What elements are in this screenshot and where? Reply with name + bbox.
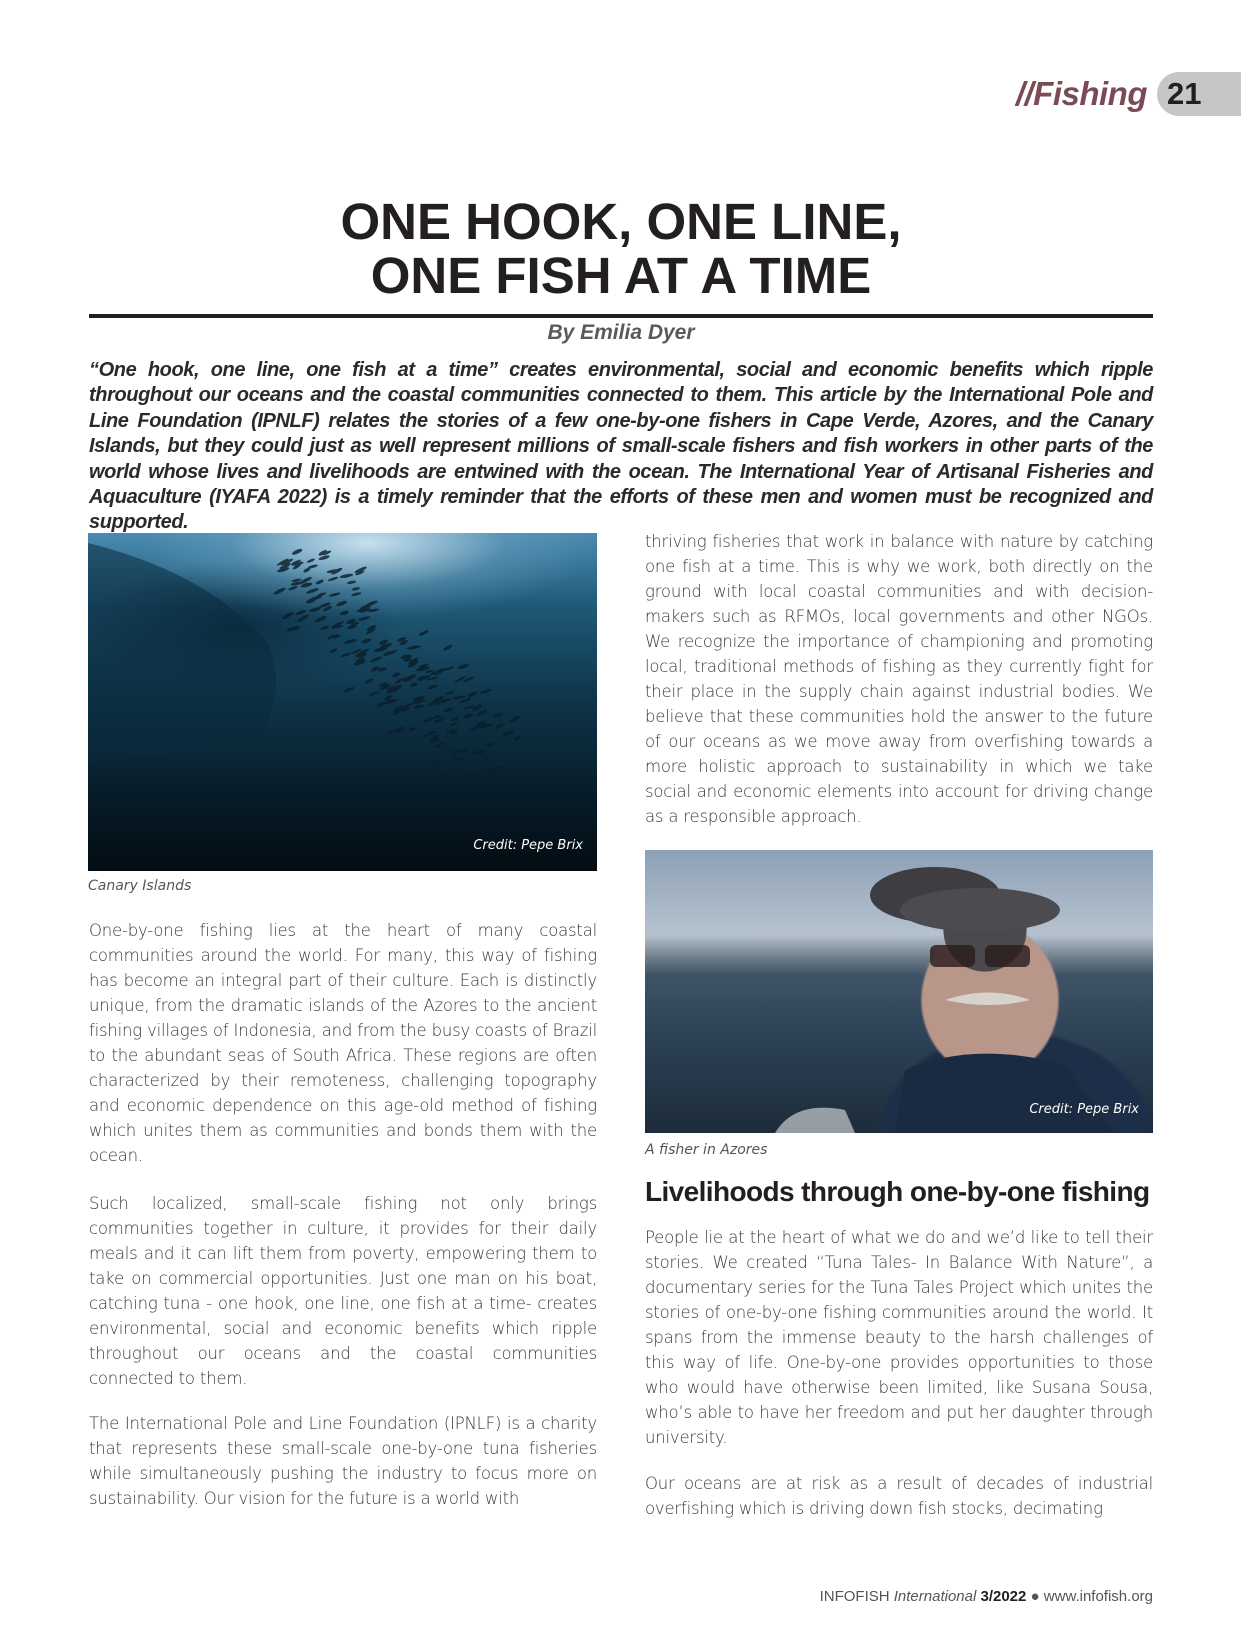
fish-mark	[472, 703, 484, 712]
fish-mark	[306, 587, 320, 595]
article-title	[90, 195, 1152, 303]
fish-mark	[408, 727, 417, 733]
page-number-tab	[1157, 72, 1241, 116]
fish-mark	[494, 722, 505, 730]
fish-mark	[340, 652, 351, 658]
fish-mark	[340, 573, 354, 579]
section-header	[1016, 70, 1241, 118]
fish-mark	[465, 771, 479, 777]
fish-school-illustration	[88, 533, 597, 871]
fish-mark	[391, 671, 400, 678]
page-footer	[820, 1588, 1153, 1605]
fish-mark	[455, 776, 467, 785]
title-line-1: ONE HOOK, ONE LINE,	[340, 193, 902, 250]
section-name: //Fishing	[1015, 75, 1147, 112]
fish-mark	[483, 768, 494, 773]
fish-mark	[458, 747, 469, 753]
fish-mark	[449, 721, 459, 727]
photo-credit-1: Credit: Pepe Brix	[473, 838, 583, 853]
fish-mark	[432, 759, 444, 764]
fish-mark	[358, 615, 371, 621]
fish-mark	[444, 665, 454, 671]
fish-mark	[410, 682, 419, 688]
fish-mark	[320, 625, 330, 631]
fish-mark	[454, 675, 467, 684]
fish-mark	[455, 757, 464, 762]
fisher-portrait-illustration	[645, 850, 1153, 1133]
fish-mark	[329, 592, 341, 598]
fish-mark	[351, 587, 360, 592]
fish-mark	[296, 613, 309, 623]
fish-mark	[368, 690, 381, 698]
title-line-2: ONE FISH AT A TIME	[370, 247, 872, 304]
fish-mark	[315, 579, 324, 586]
fish-mark	[441, 777, 450, 784]
fish-mark	[457, 663, 469, 670]
fish-mark	[347, 580, 357, 585]
fish-mark	[504, 784, 514, 790]
footer-magazine-suffix: International	[893, 1588, 977, 1605]
fish-mark	[290, 581, 302, 586]
byline: By Emilia Dyer	[547, 321, 695, 344]
right-paragraph-1: thriving fisheries that work in balance with nature by catching one fish at a time. This is why we work, both directly on the ground with local coastal communities and with decision-makers such as RFMOs, local governments and other NGOs. We recognize the importance of championing and promoting local, traditional methods of fishing as they currently fight for their place in the supply chain against industrial bodies. We believe that these communities hold the answer to the future of our oceans as we move away from overfishing towards a more holistic approach to sustainability in which we take social and economic elements into account for driving change as a responsible approach.	[645, 532, 1153, 826]
fish-mark	[471, 750, 485, 756]
fish-mark	[418, 629, 429, 637]
fish-mark	[295, 609, 307, 616]
fish-mark	[351, 592, 362, 597]
photo-credit-2: Credit: Pepe Brix	[1029, 1102, 1139, 1117]
fish-mark	[332, 634, 341, 639]
caption-azores-fisher: A fisher in Azores	[645, 1142, 768, 1158]
fish-mark	[288, 585, 298, 591]
fish-mark	[344, 638, 357, 645]
fish-mark	[443, 644, 453, 652]
fish-mark	[327, 576, 338, 582]
fish-mark	[273, 586, 286, 595]
right-paragraph-2: People lie at the heart of what we do and we’d like to tell their stories. We created “Tuna Tales- In Balance With Nature”, a documentary series for the Tuna Tales Project which unites the stories of one-by-one fishing communities around the world. It spans from the immense beauty to the harsh challenges of this way of life. One-by-one provides opportunities to those who would have otherwise been limited, like Susana Sousa, who’s able to have her freedom and put her daughter through university.	[645, 1228, 1153, 1447]
fish-mark	[451, 716, 460, 722]
fish-mark	[493, 712, 504, 718]
title-divider	[89, 314, 1153, 318]
fish-mark	[365, 600, 379, 608]
fish-mark	[423, 716, 434, 723]
fish-mark	[329, 647, 338, 653]
fish-mark	[427, 684, 438, 690]
fish-mark	[291, 548, 303, 556]
fish-mark	[364, 678, 374, 685]
fish-mark	[306, 558, 315, 564]
fish-mark	[508, 715, 521, 724]
fish-mark	[479, 688, 492, 695]
footer-website: www.infofish.org	[1043, 1588, 1153, 1605]
fish-mark	[343, 686, 355, 693]
page-number: 21	[1167, 76, 1202, 111]
footer-magazine: INFOFISH	[819, 1588, 890, 1605]
photo-canary-islands	[88, 533, 597, 871]
fish-mark	[412, 704, 425, 710]
fish-mark	[340, 610, 350, 616]
fish-mark	[369, 655, 383, 663]
fish-mark	[361, 638, 372, 645]
right-paragraph-3: Our oceans are at risk as a result of decades of industrial overfishing which is driving down fish stocks, decimating	[645, 1474, 1153, 1518]
footer-issue: 3/2022	[980, 1588, 1027, 1605]
caption-canary-islands: Canary Islands	[88, 878, 192, 894]
left-paragraph-1: One-by-one fishing lies at the heart of many coastal communities around the world. For many, this way of fishing has become an integral part of their culture. Each is distinctly unique, from the dramatic islands of the Azores to the ancient fishing villages of Indonesia, and from the busy coasts of Brazil to the abundant seas of South Africa. These regions are often characterized by their remoteness, challenging topography and economic dependence on this age-old method of fishing which unites them as communities and bonds them with the ocean.	[89, 921, 597, 1165]
fish-mark	[467, 691, 478, 699]
fish-mark	[493, 765, 506, 772]
fish-mark	[315, 615, 327, 623]
fish-mark	[513, 735, 523, 742]
fish-mark	[386, 729, 395, 736]
fish-mark	[336, 600, 348, 608]
subheading-livelihoods: Livelihoods through one-by-one fishing	[645, 1176, 1150, 1207]
fish-mark	[452, 695, 466, 701]
fish-mark	[444, 691, 455, 696]
fish-mark	[443, 707, 453, 713]
left-paragraph-2: Such localized, small-scale fishing not only brings communities together in culture, it provides for their daily meals and it can lift them from poverty, empowering them to take on commercial opportunities. Just one man on his boat, catching tuna - one hook, one line, one fish at a time- creates environmental, social and economic benefits which ripple throughout our oceans and the coastal communities connected to them.	[89, 1194, 597, 1388]
left-paragraph-3: The International Pole and Line Foundation (IPNLF) is a charity that represents these small-scale one-by-one tuna fisheries while simultaneously pushing the industry to focus more on sustainability. Our vision for the future is a world with	[89, 1414, 597, 1508]
fish-mark	[370, 665, 380, 672]
standfirst: “One hook, one line, one fish at a time” creates environmental, social and economic benefits which ripple throughout our oceans and the coastal communities connected to them. This article by the International Pole and Line Foundation (IPNLF) relates the stories of a few one-by-one fishers in Cape Verde, Azores, and the Canary Islands, but they could just as well represent millions of small-scale fishers and fish workers in other parts of the world whose lives and livelihoods are entwined with the ocean. The International Year of Artisanal Fisheries and Aquaculture (IYAFA 2022) is a timely reminder that the efforts of these men and women must be recognized and supported.	[89, 359, 1153, 534]
fish-mark	[486, 741, 496, 747]
fish-mark	[407, 645, 421, 651]
photo-azores-fisher	[645, 850, 1153, 1133]
fish-mark	[501, 729, 515, 737]
fish-mark	[451, 749, 461, 755]
fish-mark	[463, 713, 474, 720]
footer-separator: ●	[1030, 1588, 1040, 1605]
fish-mark	[286, 625, 301, 632]
